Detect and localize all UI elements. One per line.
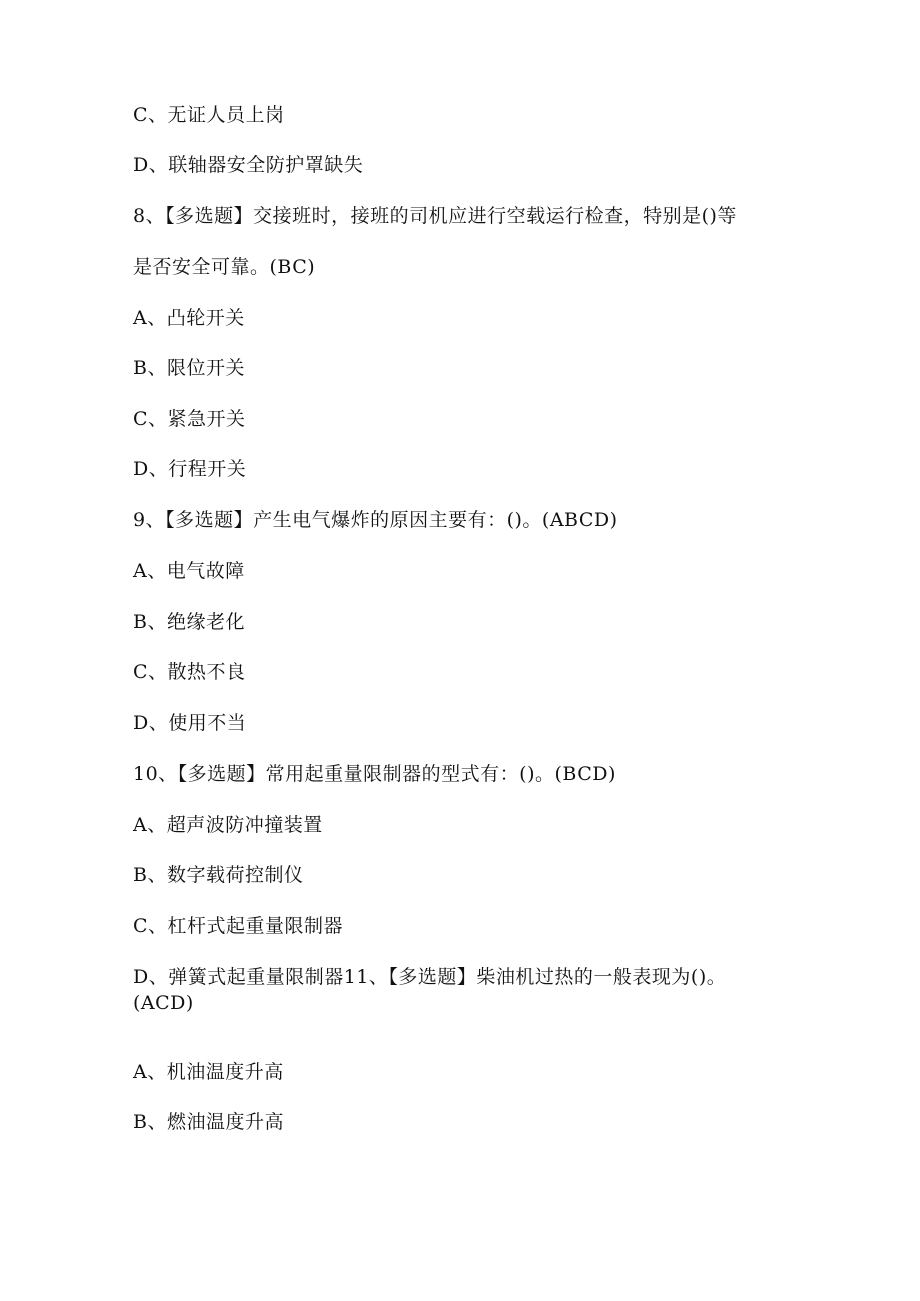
option-b-q11: B、燃油温度升高 bbox=[133, 1111, 284, 1133]
option-d-q10-and-question-11: D、弹簧式起重量限制器11、【多选题】柴油机过热的一般表现为()。 bbox=[133, 966, 727, 988]
question-8-line-1: 8、【多选题】交接班时，接班的司机应进行空载运行检查，特别是()等 bbox=[133, 205, 737, 227]
option-a-q10: A、超声波防冲撞装置 bbox=[133, 814, 323, 836]
option-c-q8: C、紧急开关 bbox=[133, 408, 246, 430]
option-c-q10: C、杠杆式起重量限制器 bbox=[133, 915, 344, 937]
option-d-q7: D、联轴器安全防护罩缺失 bbox=[133, 154, 364, 176]
option-a-q8: A、凸轮开关 bbox=[133, 307, 245, 329]
question-9: 9、【多选题】产生电气爆炸的原因主要有：()。(ABCD) bbox=[133, 509, 618, 531]
question-10: 10、【多选题】常用起重量限制器的型式有：()。(BCD) bbox=[133, 763, 616, 785]
option-c-q7: C、无证人员上岗 bbox=[133, 104, 285, 126]
question-8-line-2: 是否安全可靠。(BC) bbox=[133, 256, 316, 278]
option-b-q8: B、限位开关 bbox=[133, 357, 245, 379]
option-c-q9: C、散热不良 bbox=[133, 661, 246, 683]
option-a-q9: A、电气故障 bbox=[133, 560, 245, 582]
option-a-q11: A、机油温度升高 bbox=[133, 1061, 284, 1083]
option-d-q8: D、行程开关 bbox=[133, 458, 247, 480]
option-b-q9: B、绝缘老化 bbox=[133, 611, 245, 633]
option-d-q9: D、使用不当 bbox=[133, 712, 247, 734]
question-11-answer: (ACD) bbox=[133, 992, 194, 1014]
option-b-q10: B、数字载荷控制仪 bbox=[133, 864, 304, 886]
